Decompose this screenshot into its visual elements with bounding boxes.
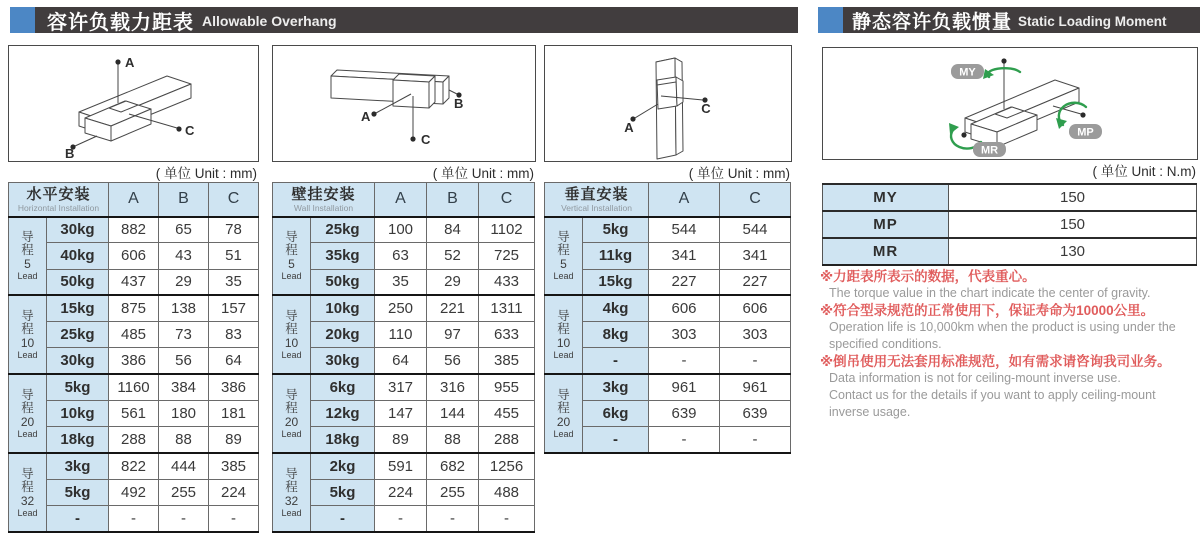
value-cell: 89: [375, 427, 427, 453]
lead-number: 5: [24, 256, 31, 271]
axis-label-b: B: [454, 96, 464, 111]
table-row: [9, 374, 259, 400]
value-cell: 88: [159, 427, 209, 453]
value-cell: 385: [209, 453, 259, 479]
value-cell: -: [209, 506, 259, 532]
value-cell: 882: [109, 217, 159, 243]
value-cell: 224: [209, 479, 259, 505]
header-title-en: Allowable Overhang: [202, 13, 337, 29]
value-cell: 303: [649, 322, 720, 348]
column-header-a: A: [109, 183, 159, 217]
horizontal-install-table: [8, 182, 258, 533]
lead-en: Lead: [17, 507, 38, 518]
value-cell: -: [109, 506, 159, 532]
value-cell: 88: [427, 427, 479, 453]
table-title-zh: 垂直安装: [564, 185, 629, 203]
lead-cell: 导 程 32 Lead: [9, 453, 47, 532]
load-cell: 30kg: [47, 348, 109, 374]
spec-table-vertical: [544, 182, 791, 454]
value-cell: 961: [720, 374, 791, 400]
moment-table: [822, 183, 1196, 266]
value-cell: 485: [109, 322, 159, 348]
table-title-zh: 壁挂安装: [291, 185, 356, 203]
header-title-zh: 静态容许负载惯量: [852, 11, 1013, 33]
lead-cell: 导 程 32 Lead: [273, 453, 311, 532]
value-cell: 64: [209, 348, 259, 374]
value-cell: 725: [479, 243, 535, 269]
lead-number: 10: [556, 335, 571, 350]
load-cell: 3kg: [583, 374, 649, 400]
lead-cell: 导 程 20 Lead: [545, 374, 583, 453]
table-header-row: [9, 183, 259, 217]
lead-cell: 导 程 20 Lead: [9, 374, 47, 453]
value-cell: 97: [427, 322, 479, 348]
footnote-en-line: Contact us for the details if you want to apply ceiling-mount: [829, 388, 1156, 402]
lead-cell: 导 程 10 Lead: [273, 295, 311, 374]
column-header-b: B: [427, 183, 479, 217]
table-row: [273, 453, 535, 479]
static-moment-diagram: [822, 47, 1198, 160]
load-cell: -: [47, 506, 109, 532]
unit-label-mm: ( 单位 Unit : mm): [688, 166, 790, 181]
table-row: [545, 374, 791, 400]
load-cell: -: [583, 427, 649, 453]
table-row: [273, 322, 535, 348]
value-cell: 316: [427, 374, 479, 400]
load-cell: 5kg: [311, 479, 375, 505]
spec-table-wall: [272, 182, 535, 533]
lead-cell: 导 程 5 Lead: [273, 217, 311, 296]
moment-label: MP: [823, 211, 949, 238]
load-cell: 30kg: [311, 348, 375, 374]
value-cell: 35: [375, 269, 427, 295]
load-cell: 6kg: [583, 401, 649, 427]
load-cell: 15kg: [583, 269, 649, 295]
load-cell: 8kg: [583, 322, 649, 348]
table-row: [273, 217, 535, 243]
header-title-zh: 容许负载力距表: [47, 11, 194, 33]
table-row: [9, 217, 259, 243]
lead-number: 5: [560, 256, 567, 271]
moment-label: MY: [823, 184, 949, 211]
lead-number: 10: [284, 335, 299, 350]
table-row: [273, 506, 535, 532]
value-cell: 633: [479, 322, 535, 348]
table-row: [9, 243, 259, 269]
wall-install-diagram: [272, 45, 536, 162]
table-row: [545, 295, 791, 321]
footnote-zh: ※符合型录规范的正常使用下，保证寿命为10000公里。: [820, 303, 1155, 318]
load-cell: 50kg: [47, 269, 109, 295]
value-cell: 78: [209, 217, 259, 243]
table-row: [273, 427, 535, 453]
value-cell: 341: [649, 243, 720, 269]
vertical-install-diagram: [544, 45, 792, 162]
value-cell: -: [427, 506, 479, 532]
notes: [820, 268, 1200, 421]
value-cell: 35: [209, 269, 259, 295]
table-row: [545, 217, 791, 243]
value-cell: 144: [427, 401, 479, 427]
value-cell: 492: [109, 479, 159, 505]
load-cell: -: [311, 506, 375, 532]
static-moment-table: [822, 183, 1197, 266]
value-cell: 386: [209, 374, 259, 400]
lead-cell: 导 程 20 Lead: [273, 374, 311, 453]
value-cell: 250: [375, 295, 427, 321]
footnote: [820, 353, 1200, 421]
value-cell: 961: [649, 374, 720, 400]
value-cell: 227: [720, 269, 791, 295]
lead-en: Lead: [281, 428, 302, 439]
moment-row: [823, 211, 1197, 238]
lead-en: Lead: [553, 428, 574, 439]
footnote-en-line: specified conditions.: [829, 337, 942, 351]
axis-label-a: A: [624, 120, 634, 135]
value-cell: 73: [159, 322, 209, 348]
value-cell: 138: [159, 295, 209, 321]
value-cell: 875: [109, 295, 159, 321]
value-cell: 180: [159, 401, 209, 427]
load-cell: 50kg: [311, 269, 375, 295]
footnote-zh: ※倒吊使用无法套用标准规范，如有需求请咨询我司业务。: [820, 354, 1171, 369]
lead-number: 32: [20, 493, 35, 508]
table-row: [273, 374, 535, 400]
load-cell: 25kg: [47, 322, 109, 348]
moment-value: 150: [949, 184, 1197, 211]
header-bar: [35, 7, 798, 33]
table-row: [9, 269, 259, 295]
value-cell: -: [649, 348, 720, 374]
lead-en: Lead: [281, 507, 302, 518]
allowable-overhang-header: [10, 7, 798, 33]
axis-label-b: B: [65, 146, 75, 161]
value-cell: -: [159, 506, 209, 532]
moment-label-my: MY: [959, 66, 976, 79]
value-cell: 384: [159, 374, 209, 400]
footnote: [820, 268, 1200, 302]
unit-label-mm: ( 单位 Unit : mm): [432, 166, 534, 181]
load-cell: 18kg: [311, 427, 375, 453]
value-cell: 1160: [109, 374, 159, 400]
value-cell: 455: [479, 401, 535, 427]
value-cell: 544: [649, 217, 720, 243]
column-header-b: B: [159, 183, 209, 217]
footnote: [820, 302, 1200, 353]
value-cell: 89: [209, 427, 259, 453]
value-cell: 682: [427, 453, 479, 479]
vertical-install-table: [544, 182, 790, 454]
load-cell: 12kg: [311, 401, 375, 427]
moment-value: 150: [949, 211, 1197, 238]
table-header-row: [273, 183, 535, 217]
axis-label-c: C: [701, 101, 711, 116]
value-cell: 56: [159, 348, 209, 374]
load-cell: 2kg: [311, 453, 375, 479]
load-cell: 5kg: [47, 479, 109, 505]
table-title: [273, 183, 375, 217]
table-row: [273, 243, 535, 269]
accent-square: [10, 7, 35, 33]
axis-label-a: A: [361, 109, 371, 124]
footnote-zh: ※力距表所表示的数据，代表重心。: [820, 269, 1036, 284]
column-header-a: A: [375, 183, 427, 217]
footnote-en-line: Data information is not for ceiling-mount inverse use.: [829, 371, 1121, 385]
column-header-c: C: [479, 183, 535, 217]
value-cell: 83: [209, 322, 259, 348]
table-row: [9, 427, 259, 453]
load-cell: 10kg: [311, 295, 375, 321]
value-cell: 110: [375, 322, 427, 348]
footnote-en-line: The torque value in the chart indicate the center of gravity.: [829, 286, 1151, 300]
table-header-row: [545, 183, 791, 217]
accent-square: [818, 7, 843, 33]
value-cell: 43: [159, 243, 209, 269]
lead-number: 10: [20, 335, 35, 350]
value-cell: 224: [375, 479, 427, 505]
value-cell: 181: [209, 401, 259, 427]
load-cell: 6kg: [311, 374, 375, 400]
table-title: [545, 183, 649, 217]
value-cell: 1311: [479, 295, 535, 321]
axis-label-c: C: [185, 123, 195, 138]
value-cell: 157: [209, 295, 259, 321]
load-cell: 3kg: [47, 453, 109, 479]
value-cell: 147: [375, 401, 427, 427]
value-cell: 639: [720, 401, 791, 427]
value-cell: 561: [109, 401, 159, 427]
table-row: [273, 269, 535, 295]
lead-cell: 导 程 5 Lead: [545, 217, 583, 296]
value-cell: 303: [720, 322, 791, 348]
unit-label-mm: ( 单位 Unit : mm): [155, 166, 257, 181]
lead-cell: 导 程 10 Lead: [545, 295, 583, 374]
lead-cell: 导 程 10 Lead: [9, 295, 47, 374]
unit-label-nm: ( 单位 Unit : N.m): [1092, 164, 1196, 179]
value-cell: 341: [720, 243, 791, 269]
value-cell: 221: [427, 295, 479, 321]
value-cell: 444: [159, 453, 209, 479]
value-cell: 29: [427, 269, 479, 295]
lead-number: 20: [556, 414, 571, 429]
value-cell: 385: [479, 348, 535, 374]
value-cell: 227: [649, 269, 720, 295]
static-moment-header: [818, 7, 1200, 33]
value-cell: 386: [109, 348, 159, 374]
table-row: [9, 506, 259, 532]
value-cell: 288: [109, 427, 159, 453]
table-title-en: Horizontal Installation: [17, 202, 100, 213]
value-cell: 606: [109, 243, 159, 269]
load-cell: 5kg: [583, 217, 649, 243]
value-cell: 56: [427, 348, 479, 374]
moment-row: [823, 184, 1197, 211]
value-cell: -: [479, 506, 535, 532]
value-cell: 1102: [479, 217, 535, 243]
value-cell: 639: [649, 401, 720, 427]
value-cell: 288: [479, 427, 535, 453]
value-cell: 29: [159, 269, 209, 295]
load-cell: -: [583, 348, 649, 374]
axis-label-c: C: [421, 132, 431, 147]
table-title-en: Wall Installation: [293, 202, 354, 213]
load-cell: 5kg: [47, 374, 109, 400]
value-cell: 84: [427, 217, 479, 243]
table-row: [9, 453, 259, 479]
value-cell: 437: [109, 269, 159, 295]
moment-label-mp: MP: [1077, 126, 1094, 139]
value-cell: -: [375, 506, 427, 532]
value-cell: 591: [375, 453, 427, 479]
value-cell: 317: [375, 374, 427, 400]
value-cell: 955: [479, 374, 535, 400]
value-cell: 606: [649, 295, 720, 321]
table-row: [273, 479, 535, 505]
column-header-a: A: [649, 183, 720, 217]
table-row: [273, 348, 535, 374]
value-cell: 63: [375, 243, 427, 269]
lead-en: Lead: [553, 349, 574, 360]
load-cell: 40kg: [47, 243, 109, 269]
column-header-c: C: [209, 183, 259, 217]
value-cell: -: [720, 427, 791, 453]
value-cell: 488: [479, 479, 535, 505]
value-cell: 606: [720, 295, 791, 321]
table-row: [9, 479, 259, 505]
value-cell: -: [649, 427, 720, 453]
lead-en: Lead: [17, 428, 38, 439]
load-cell: 25kg: [311, 217, 375, 243]
lead-en: Lead: [553, 270, 574, 281]
lead-en: Lead: [17, 349, 38, 360]
load-cell: 30kg: [47, 217, 109, 243]
table-row: [9, 295, 259, 321]
value-cell: 255: [427, 479, 479, 505]
load-cell: 18kg: [47, 427, 109, 453]
load-cell: 10kg: [47, 401, 109, 427]
moment-label-mr: MR: [980, 144, 999, 157]
lead-cell: 导 程 5 Lead: [9, 217, 47, 296]
load-cell: 35kg: [311, 243, 375, 269]
wall-install-table: [272, 182, 534, 533]
value-cell: 433: [479, 269, 535, 295]
table-row: [9, 401, 259, 427]
value-cell: 51: [209, 243, 259, 269]
load-cell: 20kg: [311, 322, 375, 348]
table-row: [9, 348, 259, 374]
lead-en: Lead: [17, 270, 38, 281]
footnote-en-line: inverse usage.: [829, 405, 911, 419]
lead-number: 32: [284, 493, 299, 508]
value-cell: 52: [427, 243, 479, 269]
value-cell: -: [720, 348, 791, 374]
load-cell: 15kg: [47, 295, 109, 321]
header-title-en: Static Loading Moment: [1018, 13, 1167, 29]
value-cell: 64: [375, 348, 427, 374]
value-cell: 255: [159, 479, 209, 505]
horizontal-install-diagram: [8, 45, 259, 162]
table-title-zh: 水平安装: [26, 185, 91, 203]
value-cell: 544: [720, 217, 791, 243]
spec-table-horizontal: [8, 182, 259, 533]
header-bar: [843, 7, 1200, 33]
table-title-en: Vertical Installation: [561, 202, 632, 213]
table-row: [273, 295, 535, 321]
table-row: [273, 401, 535, 427]
table-title: [9, 183, 109, 217]
lead-number: 20: [20, 414, 35, 429]
moment-value: 130: [949, 238, 1197, 265]
lead-en: Lead: [281, 349, 302, 360]
load-cell: 11kg: [583, 243, 649, 269]
table-row: [9, 322, 259, 348]
lead-en: Lead: [281, 270, 302, 281]
load-cell: 4kg: [583, 295, 649, 321]
moment-row: [823, 238, 1197, 265]
value-cell: 65: [159, 217, 209, 243]
axis-label-a: A: [125, 55, 135, 70]
value-cell: 1256: [479, 453, 535, 479]
moment-label: MR: [823, 238, 949, 265]
column-header-c: C: [720, 183, 791, 217]
lead-number: 5: [288, 256, 295, 271]
value-cell: 100: [375, 217, 427, 243]
value-cell: 822: [109, 453, 159, 479]
footnote-en-line: Operation life is 10,000km when the product is using under the: [829, 320, 1176, 334]
lead-number: 20: [284, 414, 299, 429]
